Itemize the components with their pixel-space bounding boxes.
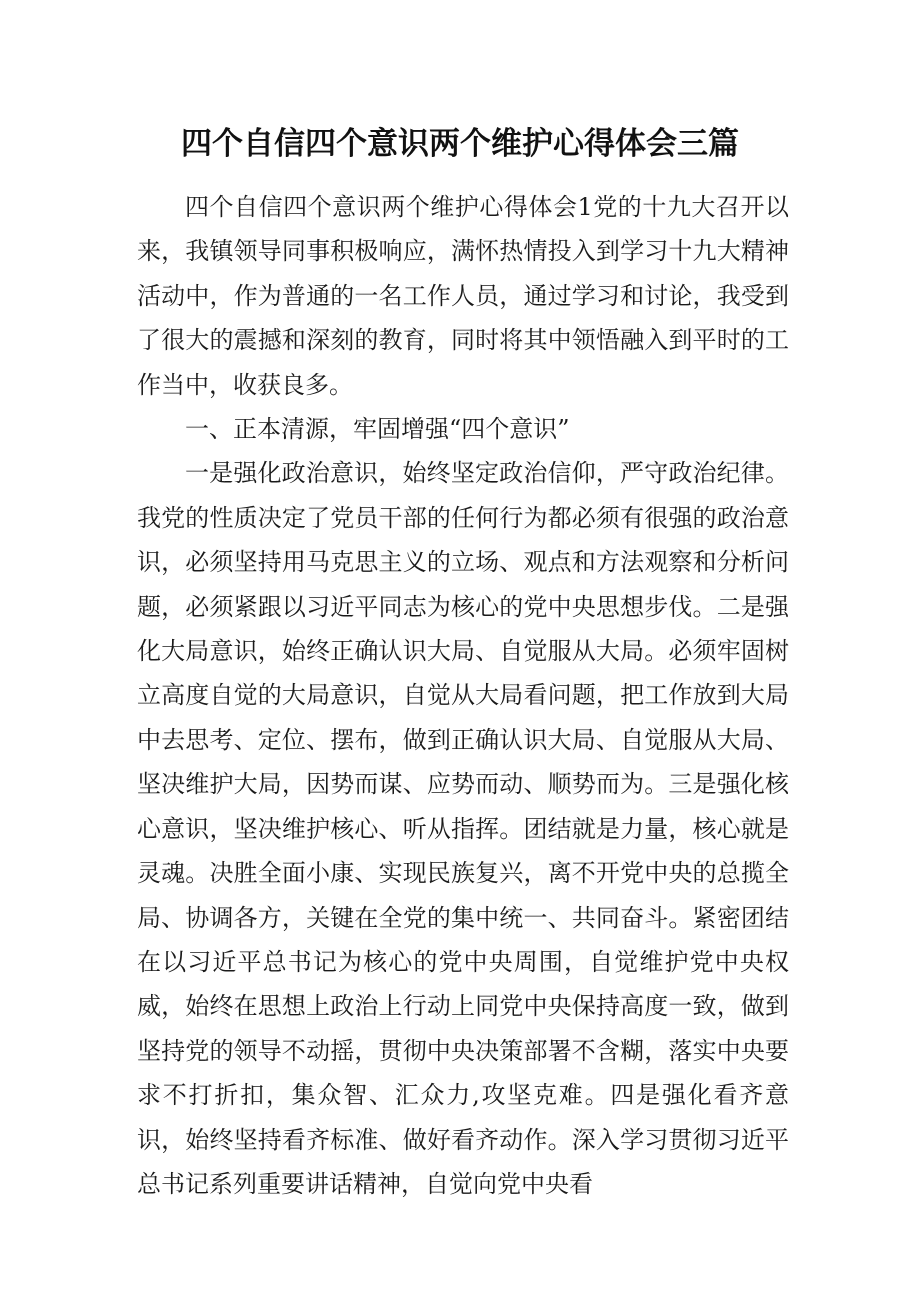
document-body [137,185,789,1206]
paragraph-main: 一是强化政治意识，始终坚定政治信仰，严守政治纪律。我党的性质决定了党员干部的任何行为都必须有很强的政治意识，必须坚持用马克思主义的立场、观点和方法观察和分析问题，必须紧跟以习近平同志为核心的党中央思想步伐。二是强化大局意识，始终正确认识大局、自觉服从大局。必须牢固树立高度自觉的大局意识，自觉从大局看问题，把工作放到大局中去思考、定位、摆布，做到正确认识大局、自觉服从大局、坚决维护大局，因势而谋、应势而动、顺势而为。三是强化核心意识，坚决维护核心、听从指挥。团结就是力量，核心就是灵魂。决胜全面小康、实现民族复兴，离不开党中央的总揽全局、协调各方，关键在全党的集中统一、共同奋斗。紧密团结在以习近平总书记为核心的党中央周围，自觉维护党中央权威，始终在思想上政治上行动上同党中央保持高度一致，做到坚持党的领导不动摇，贯彻中央决策部署不含糊，落实中央要求不打折扣，集众智、汇众力,攻坚克难。四是强化看齐意识，始终坚持看齐标准、做好看齐动作。深入学习贯彻习近平总书记系列重要讲话精神，自觉向党中央看 [137,459,789,1198]
paragraph-intro: 四个自信四个意识两个维护心得体会1党的十九大召开以来，我镇领导同事积极响应，满怀热情投入到学习十九大精神活动中，作为普通的一名工作人员，通过学习和讨论，我受到了很大的震撼和深刻的教育，同时将其中领悟融入到平时的工作当中，收获良多。 [137,193,789,399]
document-title: 四个自信四个意识两个维护心得体会三篇 [181,126,739,162]
paragraph-section-heading: 一、正本清源，牢固增强“四个意识” [185,415,570,444]
